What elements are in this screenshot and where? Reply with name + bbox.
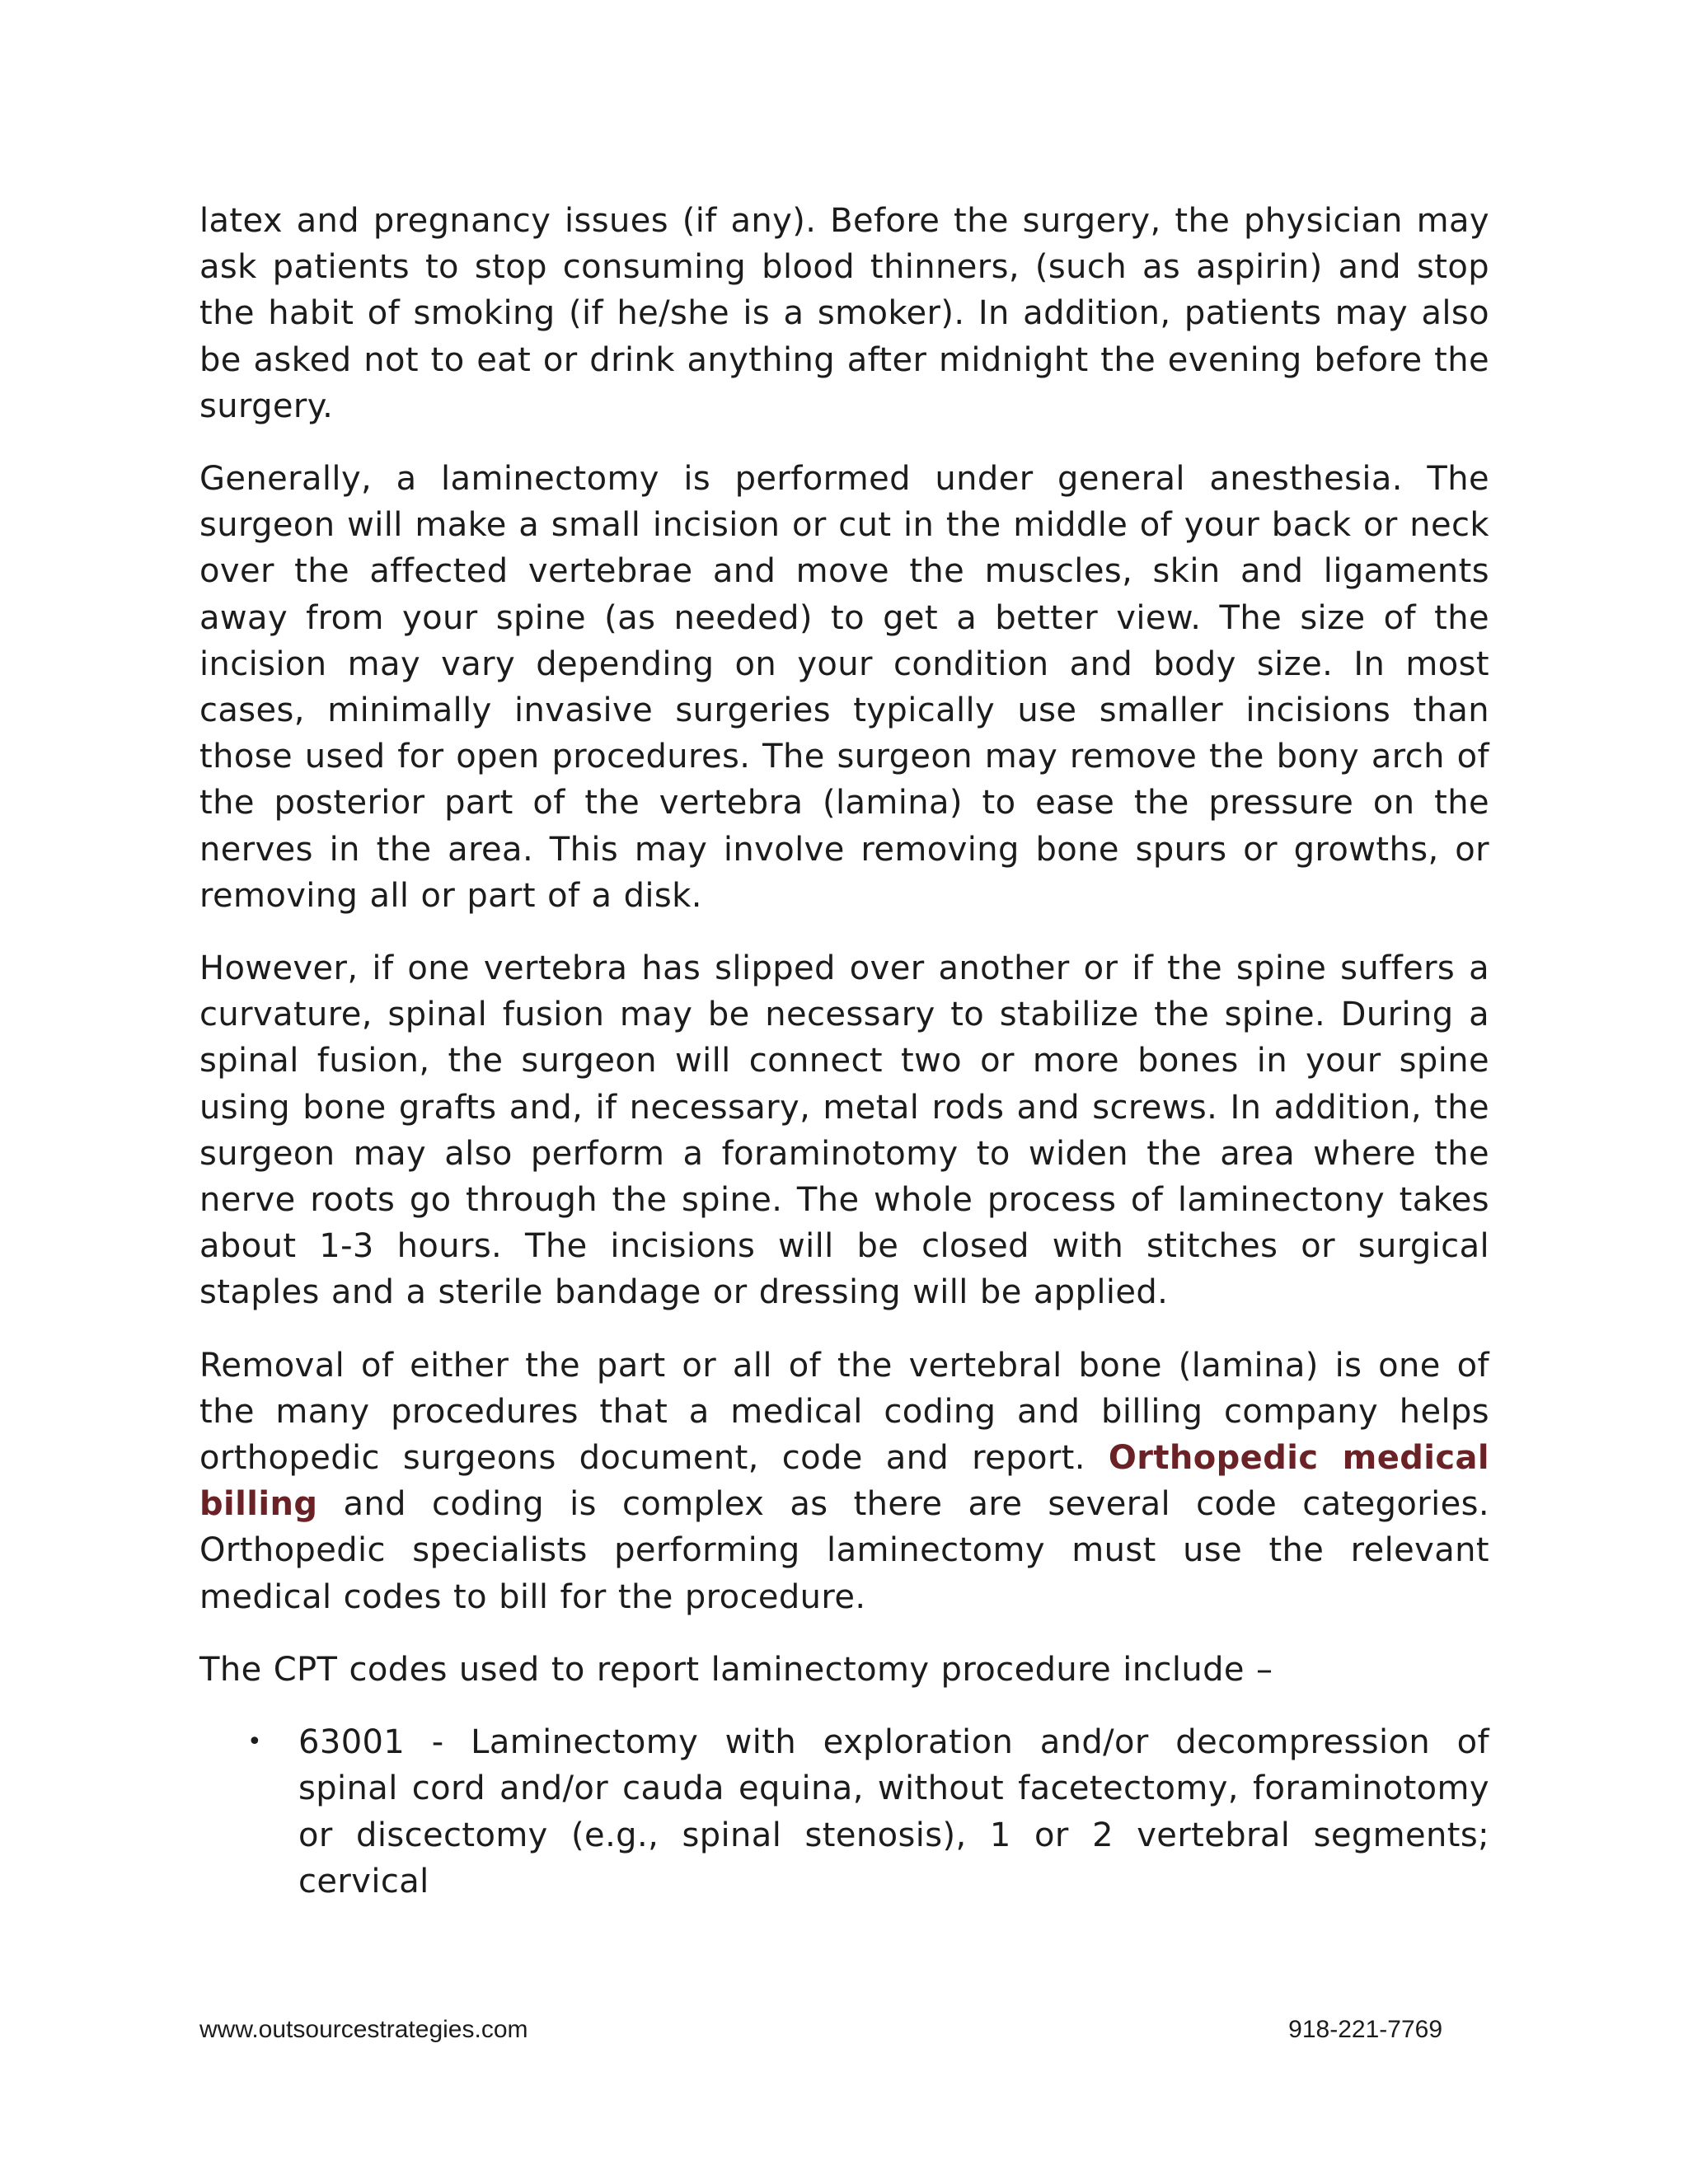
paragraph-billing-text-1: Removal of either the part or all of the vertebral bone (lamina) is one of the many procedures that a medical coding and billing company helps orthopedic surgeons document, code and report. [199,1346,1489,1478]
cpt-code-list [199,1719,1489,1905]
paragraph-spinal-fusion: However, if one vertebra has slipped over another or if the spine suffers a curvature, spinal fusion may be necessary to stabilize the spine. During a spinal fusion, the surgeon will connect two or more bones in your spine using bone grafts and, if necessary, metal rods and screws. In addition, the surgeon may also perform a foraminotomy to widen the area where the nerve roots go through the spine. The whole process of laminectony takes about 1-3 hours. The incisions will be closed with stitches or surgical staples and a sterile bandage or dressing will be applied. [199,949,1489,1312]
page-footer [199,2016,1442,2044]
paragraph-billing-text-2: and coding is complex as there are several code categories. Orthopedic specialists performing laminectomy must use the relevant medical codes to bill for the procedure. [199,1485,1489,1616]
paragraph-cpt-intro: The CPT codes used to report laminectomy procedure include – [199,1650,1273,1689]
paragraph-procedure: Generally, a laminectomy is performed under general anesthesia. The surgeon will make a small incision or cut in the middle of your back or neck over the affected vertebrae and move the muscles, skin and ligaments away from your spine (as needed) to get a better view. The size of the incision may vary depending on your condition and body size. In most cases, minimally invasive surgeries typically use smaller incisions than those used for open procedures. The surgeon may remove the bony arch of the posterior part of the vertebra (lamina) to ease the pressure on the nerves in the area. This may involve removing bone spurs or growths, or removing all or part of a disk. [199,460,1489,915]
paragraph-billing [199,1343,1489,1620]
footer-phone: 918-221-7769 [1288,2016,1442,2043]
footer-website: www.outsourcestrategies.com [199,2016,528,2043]
orthopedic-billing-link[interactable]: Orthopedic medical billing [199,1439,1489,1524]
paragraph-preparation: latex and pregnancy issues (if any). Before the surgery, the physician may ask patients to stop consuming blood thinners, (such as aspirin) and stop the habit of smoking (if he/she is a smoker). In addition, patients may also be asked not to eat or drink anything after midnight the evening before the surgery. [199,202,1489,425]
list-item [247,1719,1489,1905]
document-body [199,198,1489,1905]
bullet-icon: • [247,1727,263,1757]
list-item-text: 63001 - Laminectomy with exploration and/or decompression of spinal cord and/or cauda equina, without facetectomy, foraminotomy or discectomy (e.g., spinal stenosis), 1 or 2 vertebral segments; cervical [298,1723,1489,1900]
